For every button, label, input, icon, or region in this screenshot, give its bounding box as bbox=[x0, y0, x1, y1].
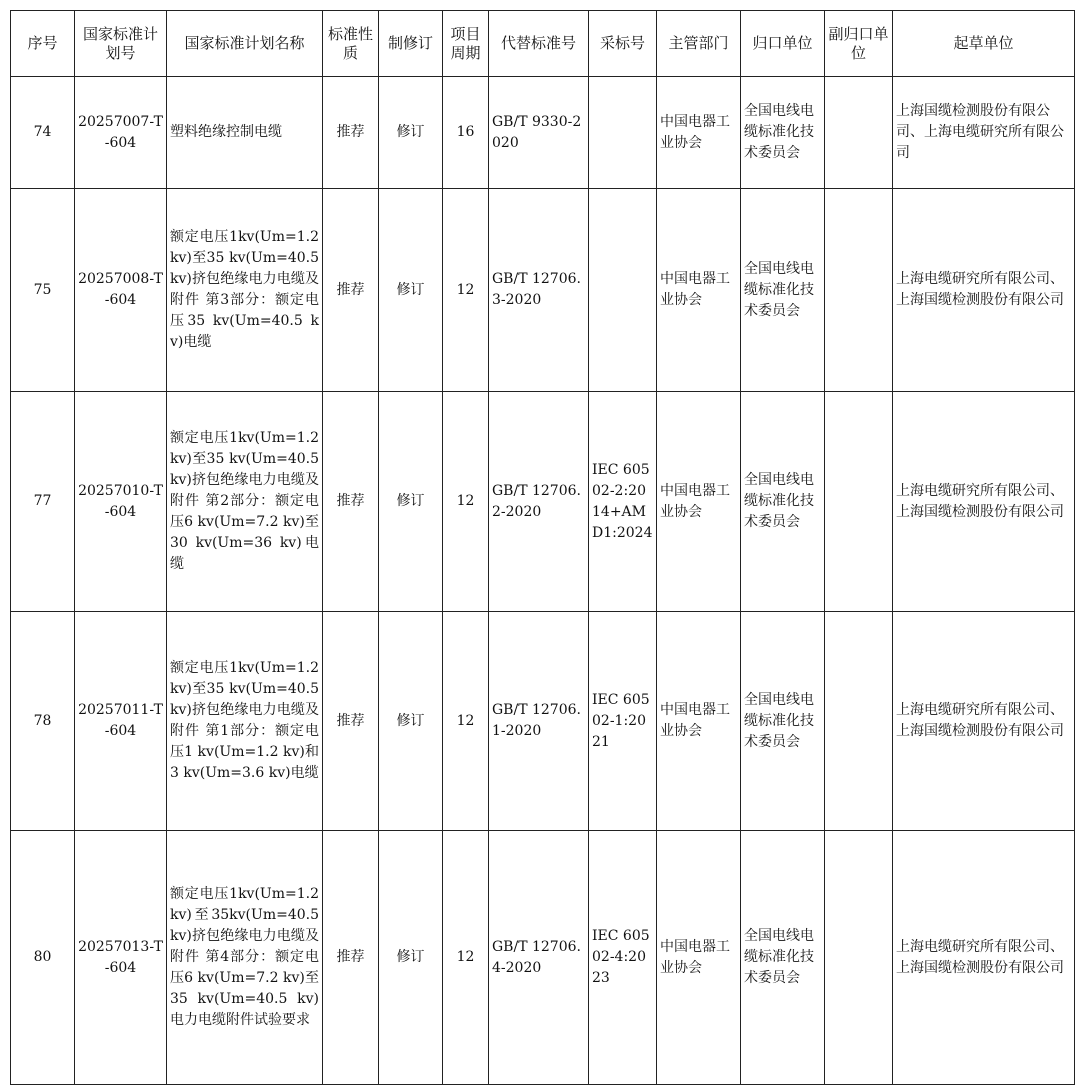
cell-plan-no: 20257011-T-604 bbox=[75, 612, 167, 831]
cell-revision: 修订 bbox=[379, 831, 443, 1085]
cell-plan-no: 20257010-T-604 bbox=[75, 392, 167, 612]
cell-cycle: 12 bbox=[443, 612, 489, 831]
cell-sub-owner bbox=[825, 831, 893, 1085]
cell-owner: 全国电线电缆标准化技术委员会 bbox=[741, 392, 825, 612]
cell-dept: 中国电器工业协会 bbox=[657, 77, 741, 189]
cell-cycle: 12 bbox=[443, 189, 489, 392]
cell-dept: 中国电器工业协会 bbox=[657, 831, 741, 1085]
cell-plan-name: 额定电压1kv(Um=1.2 kv)至35 kv(Um=40.5 kv)挤包绝缘电力电缆及附件 第2部分：额定电压6 kv(Um=7.2 kv)至30 kv(Um=36 kv)电缆 bbox=[167, 392, 323, 612]
cell-nature: 推荐 bbox=[323, 831, 379, 1085]
cell-cycle: 12 bbox=[443, 831, 489, 1085]
cell-plan-name: 额定电压1kv(Um=1.2 kv)至35 kv(Um=40.5 kv)挤包绝缘电力电缆及附件 第3部分：额定电压35 kv(Um=40.5 kv)电缆 bbox=[167, 189, 323, 392]
header-nature: 标准性质 bbox=[323, 11, 379, 77]
cell-nature: 推荐 bbox=[323, 392, 379, 612]
cell-sub-owner bbox=[825, 392, 893, 612]
cell-adopted: IEC 60502-1:2021 bbox=[589, 612, 657, 831]
cell-dept: 中国电器工业协会 bbox=[657, 612, 741, 831]
cell-sub-owner bbox=[825, 612, 893, 831]
cell-drafter: 上海电缆研究所有限公司、上海国缆检测股份有限公司 bbox=[893, 612, 1075, 831]
cell-seq: 75 bbox=[11, 189, 75, 392]
cell-plan-no: 20257007-T-604 bbox=[75, 77, 167, 189]
cell-seq: 74 bbox=[11, 77, 75, 189]
cell-drafter: 上海国缆检测股份有限公司、上海电缆研究所有限公司 bbox=[893, 77, 1075, 189]
cell-owner: 全国电线电缆标准化技术委员会 bbox=[741, 77, 825, 189]
cell-seq: 77 bbox=[11, 392, 75, 612]
table-row bbox=[11, 612, 1075, 831]
cell-seq: 78 bbox=[11, 612, 75, 831]
header-sub-owner: 副归口单位 bbox=[825, 11, 893, 77]
table-row bbox=[11, 77, 1075, 189]
cell-owner: 全国电线电缆标准化技术委员会 bbox=[741, 189, 825, 392]
header-seq: 序号 bbox=[11, 11, 75, 77]
cell-dept: 中国电器工业协会 bbox=[657, 189, 741, 392]
cell-nature: 推荐 bbox=[323, 612, 379, 831]
cell-revision: 修订 bbox=[379, 392, 443, 612]
cell-owner: 全国电线电缆标准化技术委员会 bbox=[741, 612, 825, 831]
header-revision: 制修订 bbox=[379, 11, 443, 77]
cell-nature: 推荐 bbox=[323, 77, 379, 189]
header-dept: 主管部门 bbox=[657, 11, 741, 77]
cell-adopted: IEC 60502-4:2023 bbox=[589, 831, 657, 1085]
cell-replaces: GB/T 9330-2020 bbox=[489, 77, 589, 189]
cell-revision: 修订 bbox=[379, 77, 443, 189]
cell-revision: 修订 bbox=[379, 189, 443, 392]
header-drafter: 起草单位 bbox=[893, 11, 1075, 77]
cell-replaces: GB/T 12706.1-2020 bbox=[489, 612, 589, 831]
standards-plan-table bbox=[10, 10, 1075, 1085]
header-replaces: 代替标准号 bbox=[489, 11, 589, 77]
cell-revision: 修订 bbox=[379, 612, 443, 831]
header-plan-no: 国家标准计划号 bbox=[75, 11, 167, 77]
cell-replaces: GB/T 12706.2-2020 bbox=[489, 392, 589, 612]
cell-plan-no: 20257008-T-604 bbox=[75, 189, 167, 392]
cell-adopted bbox=[589, 189, 657, 392]
cell-plan-no: 20257013-T-604 bbox=[75, 831, 167, 1085]
cell-sub-owner bbox=[825, 77, 893, 189]
cell-seq: 80 bbox=[11, 831, 75, 1085]
cell-drafter: 上海电缆研究所有限公司、上海国缆检测股份有限公司 bbox=[893, 189, 1075, 392]
cell-drafter: 上海电缆研究所有限公司、上海国缆检测股份有限公司 bbox=[893, 831, 1075, 1085]
cell-replaces: GB/T 12706.3-2020 bbox=[489, 189, 589, 392]
cell-plan-name: 额定电压1kv(Um=1.2 kv)至35 kv(Um=40.5 kv)挤包绝缘电力电缆及附件 第1部分：额定电压1 kv(Um=1.2 kv)和3 kv(Um=3.6 kv)电缆 bbox=[167, 612, 323, 831]
header-cycle: 项目周期 bbox=[443, 11, 489, 77]
cell-plan-name: 额定电压1kv(Um=1.2kv)至35kv(Um=40.5kv)挤包绝缘电力电缆及附件 第4部分：额定电压6 kv(Um=7.2 kv)至35 kv(Um=40.5 kv)电力电缆附件试验要求 bbox=[167, 831, 323, 1085]
cell-plan-name: 塑料绝缘控制电缆 bbox=[167, 77, 323, 189]
header-owner: 归口单位 bbox=[741, 11, 825, 77]
header-plan-name: 国家标准计划名称 bbox=[167, 11, 323, 77]
cell-drafter: 上海电缆研究所有限公司、上海国缆检测股份有限公司 bbox=[893, 392, 1075, 612]
cell-adopted: IEC 60502-2:2014+AMD1:2024 bbox=[589, 392, 657, 612]
cell-nature: 推荐 bbox=[323, 189, 379, 392]
cell-dept: 中国电器工业协会 bbox=[657, 392, 741, 612]
cell-replaces: GB/T 12706.4-2020 bbox=[489, 831, 589, 1085]
cell-cycle: 16 bbox=[443, 77, 489, 189]
table-row bbox=[11, 189, 1075, 392]
header-adopted: 采标号 bbox=[589, 11, 657, 77]
table-row bbox=[11, 392, 1075, 612]
cell-cycle: 12 bbox=[443, 392, 489, 612]
cell-sub-owner bbox=[825, 189, 893, 392]
table-row bbox=[11, 831, 1075, 1085]
cell-owner: 全国电线电缆标准化技术委员会 bbox=[741, 831, 825, 1085]
header-row bbox=[11, 11, 1075, 77]
cell-adopted bbox=[589, 77, 657, 189]
